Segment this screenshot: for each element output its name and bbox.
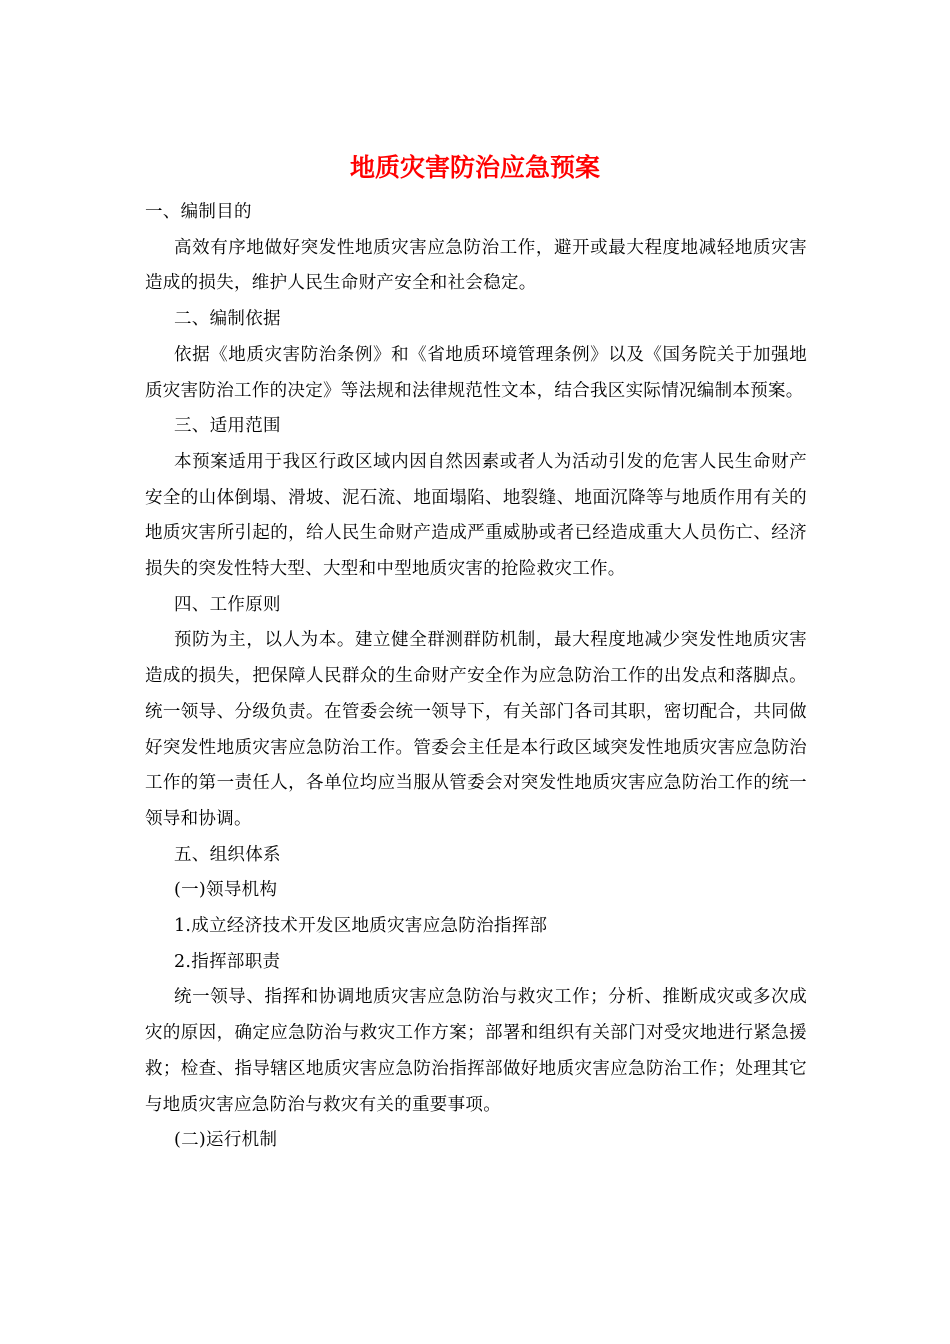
section-heading-principles: 四、工作原则 <box>174 594 281 615</box>
section-heading-purpose: 一、编制目的 <box>145 202 252 222</box>
paragraph-purpose: 高效有序地做好突发性地质灾害应急防治工作，避开或最大程度地减轻地质灾害造成的损失，维护人民生命财产安全和社会稳定。 <box>145 237 807 294</box>
list-item-1: 1.成立经济技术开发区地质灾害应急防治指挥部 <box>174 916 548 937</box>
list-item-2: 2.指挥部职责 <box>174 951 281 972</box>
section-heading-scope: 三、适用范围 <box>174 416 281 437</box>
paragraph-basis: 依据《地质灾害防治条例》和《省地质环境管理条例》以及《国务院关于加强地质灾害防治工作的决定》等法规和法律规范性文本，结合我区实际情况编制本预案。 <box>145 344 807 401</box>
document-title: 地质灾害防治应急预案 <box>349 153 600 182</box>
subheading-leadership: (一)领导机构 <box>174 880 278 901</box>
section-heading-basis: 二、编制依据 <box>174 309 281 330</box>
section-heading-organization: 五、组织体系 <box>174 844 281 865</box>
paragraph-duties: 统一领导、指挥和协调地质灾害应急防治与救灾工作；分析、推断成灾或多次成灾的原因，确定应急防治与救灾工作方案；部署和组织有关部门对受灾地进行紧急援救；检查、指导辖区地质灾害应急防治指挥部做好地质灾害应急防治工作；处理其它与地质灾害应急防治与救灾有关的重要事项。 <box>145 987 807 1115</box>
subheading-operation: (二)运行机制 <box>174 1130 278 1151</box>
document-body <box>145 195 807 1159</box>
paragraph-principles: 预防为主，以人为本。建立健全群测群防机制，最大程度地减少突发性地质灾害造成的损失，把保障人民群众的生命财产安全作为应急防治工作的出发点和落脚点。统一领导、分级负责。在管委会统一领导下，有关部门各司其职，密切配合，共同做好突发性地质灾害应急防治工作。管委会主任是本行政区域突发性地质灾害应急防治工作的第一责任人，各单位均应当服从管委会对突发性地质灾害应急防治工作的统一领导和协调。 <box>145 630 807 829</box>
paragraph-scope: 本预案适用于我区行政区域内因自然因素或者人为活动引发的危害人民生命财产安全的山体倒塌、滑坡、泥石流、地面塌陷、地裂缝、地面沉降等与地质作用有关的地质灾害所引起的，给人民生命财产造成严重威胁或者已经造成重大人员伤亡、经济损失的突发性特大型、大型和中型地质灾害的抢险救灾工作。 <box>145 451 807 580</box>
